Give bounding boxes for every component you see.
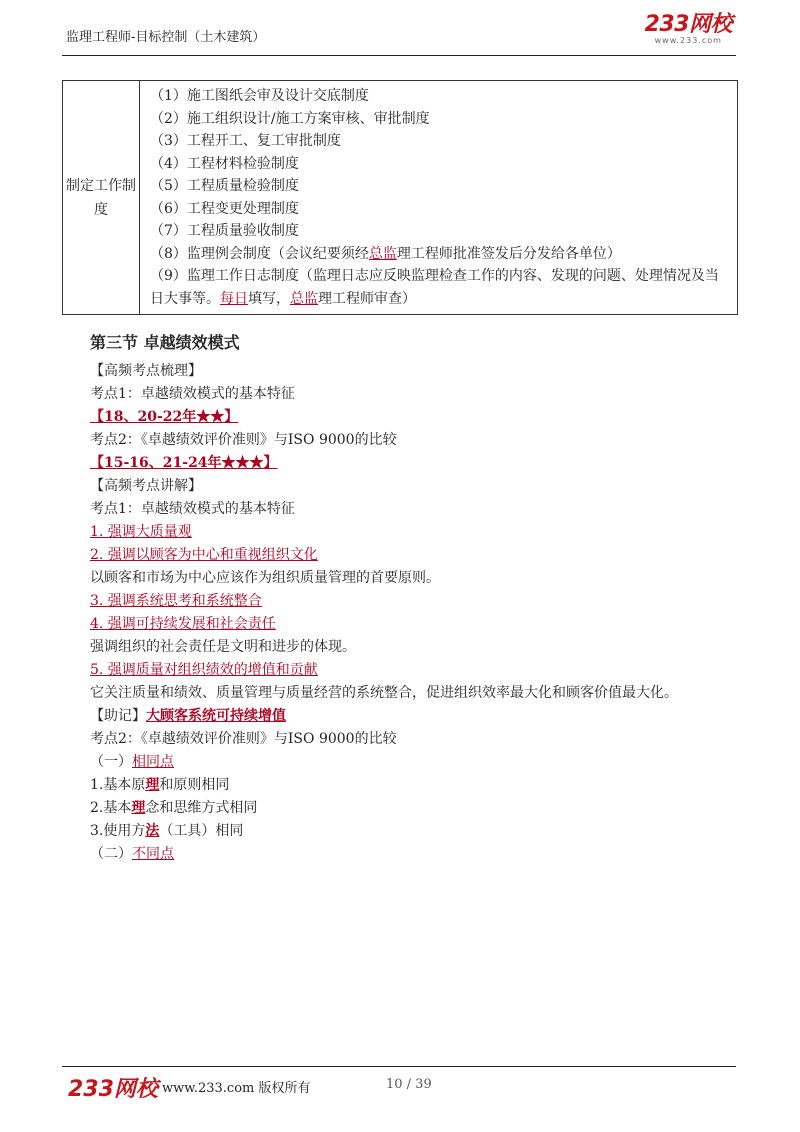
item8-text: （8）监理例会制度（会议纪要须经 <box>150 245 369 262</box>
list-item: （7）工程质量验收制度 <box>150 223 299 239</box>
key-point-2-detail: 考点2：《卓越绩效评价准则》与ISO 9000的比较 <box>90 731 397 747</box>
mnemonic-text: 大顾客系统可持续增值 <box>146 708 286 724</box>
key-point-2: 考点2：《卓越绩效评价准则》与ISO 9000的比较 <box>90 432 397 448</box>
document-header-title: 监理工程师-目标控制（土木建筑） <box>66 30 266 45</box>
similarity-3-a: 3.使用方 <box>90 823 146 839</box>
explain-heading: 【高频考点讲解】 <box>90 478 202 494</box>
key-point-1-detail: 考点1：卓越绩效模式的基本特征 <box>90 501 295 517</box>
sorting-heading: 【高频考点梳理】 <box>90 363 202 379</box>
similarity-1-a: 1.基本原 <box>90 777 146 793</box>
feature-4: 4. 强调可持续发展和社会责任 <box>90 616 276 632</box>
similarity-2-a: 2.基本 <box>90 800 132 816</box>
section-content <box>90 330 740 866</box>
item9-text: （9）监理工作日志制度（监理日志应反映监理检查工作的内容、发现的问题、处理情况及当日大事等。 <box>150 268 719 307</box>
similarity-2 <box>90 797 740 820</box>
feature-3: 3. 强调系统思考和系统整合 <box>90 593 262 609</box>
footer-divider <box>62 1066 736 1067</box>
page-number: 10 / 39 <box>386 1077 432 1092</box>
list-item <box>150 243 731 266</box>
feature-5-desc: 它关注质量和绩效、质量管理与质量经营的系统整合，促进组织效率最大化和顾客价值最大化。 <box>90 685 678 701</box>
list-item: （4）工程材料检验制度 <box>150 155 299 172</box>
similarity-1-c: 和原则相同 <box>159 777 230 793</box>
key-point-1: 考点1：卓越绩效模式的基本特征 <box>90 386 295 402</box>
table-label: 制定工作制度 <box>63 81 140 315</box>
similarity-2-key: 理 <box>131 800 146 816</box>
feature-4-desc: 强调组织的社会责任是文明和进步的体现。 <box>90 639 356 655</box>
list-item: （2）施工组织设计/施工方案审核、审批制度 <box>150 110 430 127</box>
feature-2: 2. 强调以顾客为中心和重视组织文化 <box>90 547 318 563</box>
similarity-1 <box>90 774 740 797</box>
similarity-1-key: 理 <box>145 777 160 793</box>
similarity-3 <box>90 820 740 843</box>
work-rules-table <box>62 80 738 315</box>
item9-text-end: 理工程师审查） <box>318 290 416 307</box>
similarity-2-c: 念和思维方式相同 <box>145 800 258 816</box>
item8-highlight: 总监 <box>368 245 397 262</box>
logo-mark: 233网校 <box>644 12 732 37</box>
brand-logo <box>645 14 732 45</box>
mnemonic-label: 【助记】 <box>90 708 146 724</box>
similarities-prefix: （一） <box>90 754 132 770</box>
differences-heading <box>90 843 740 866</box>
exam-years-1: 【18、20-22年★★】 <box>90 409 239 425</box>
similarity-3-c: （工具）相同 <box>159 823 244 839</box>
similarity-3-key: 法 <box>145 823 160 839</box>
list-item: （3）工程开工、复工审批制度 <box>150 133 341 149</box>
differences-label: 不同点 <box>132 846 174 862</box>
section-title: 第三节 卓越绩效模式 <box>90 333 240 352</box>
mnemonic <box>90 705 740 728</box>
table-items <box>140 81 738 315</box>
differences-prefix: （二） <box>90 846 132 862</box>
feature-2-desc: 以顾客和市场为中心应该作为组织质量管理的首要原则。 <box>90 570 440 586</box>
similarities-heading <box>90 751 740 774</box>
list-item: （5）工程质量检验制度 <box>150 178 299 194</box>
list-item: （6）工程变更处理制度 <box>150 200 299 217</box>
item8-text-end: 理工程师批准签发后分发给各单位） <box>396 245 621 262</box>
item9-highlight-chief: 总监 <box>290 290 318 307</box>
list-item: （1）施工图纸会审及设计交底制度 <box>150 88 369 104</box>
list-item <box>150 265 731 310</box>
feature-5: 5. 强调质量对组织绩效的增值和贡献 <box>90 662 318 678</box>
feature-1: 1. 强调大质量观 <box>90 524 192 540</box>
header-divider <box>62 55 736 56</box>
similarities-label: 相同点 <box>132 754 174 770</box>
footer-copyright: www.233.com 版权所有 <box>162 1081 311 1096</box>
logo-url: www.233.com <box>654 36 722 45</box>
exam-years-2: 【15-16、21-24年★★★】 <box>90 455 278 471</box>
item9-text-mid: 填写， <box>248 290 290 307</box>
item9-highlight-daily: 每日 <box>220 290 248 307</box>
footer-logo: 233网校 <box>68 1077 158 1102</box>
